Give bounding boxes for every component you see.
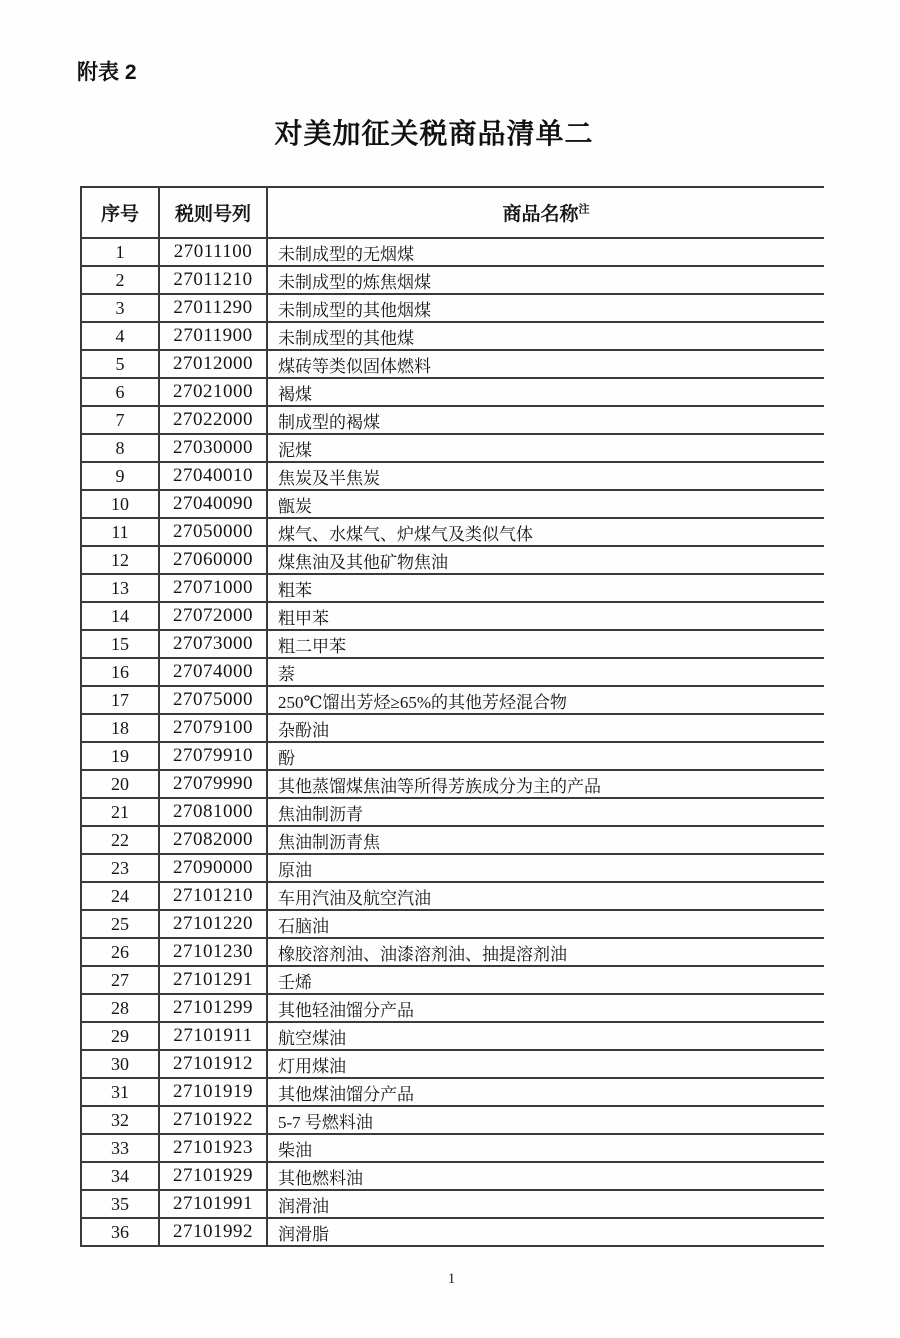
row-no: 12 (81, 546, 159, 574)
row-code: 27079990 (159, 770, 267, 798)
table-row (81, 378, 824, 406)
row-code: 27101929 (159, 1162, 267, 1190)
row-no: 9 (81, 462, 159, 490)
row-no: 15 (81, 630, 159, 658)
row-name: 车用汽油及航空汽油 (267, 882, 824, 910)
row-code: 27079100 (159, 714, 267, 742)
table-row (81, 686, 824, 714)
row-no: 13 (81, 574, 159, 602)
row-code: 27011900 (159, 322, 267, 350)
row-name: 制成型的褐煤 (267, 406, 824, 434)
table-header (81, 187, 824, 238)
table-row (81, 546, 824, 574)
row-no: 10 (81, 490, 159, 518)
row-no: 11 (81, 518, 159, 546)
table-row (81, 238, 824, 266)
row-code: 27050000 (159, 518, 267, 546)
table-row (81, 434, 824, 462)
row-name: 未制成型的其他煤 (267, 322, 824, 350)
row-name: 润滑油 (267, 1190, 824, 1218)
row-name: 粗苯 (267, 574, 824, 602)
row-no: 3 (81, 294, 159, 322)
row-name: 煤焦油及其他矿物焦油 (267, 546, 824, 574)
row-no: 26 (81, 938, 159, 966)
row-name: 泥煤 (267, 434, 824, 462)
row-no: 19 (81, 742, 159, 770)
table-row (81, 1050, 824, 1078)
table-row (81, 882, 824, 910)
row-name: 航空煤油 (267, 1022, 824, 1050)
row-name: 原油 (267, 854, 824, 882)
row-code: 27022000 (159, 406, 267, 434)
row-code: 27040090 (159, 490, 267, 518)
row-no: 20 (81, 770, 159, 798)
table-row (81, 630, 824, 658)
row-no: 4 (81, 322, 159, 350)
row-code: 27101210 (159, 882, 267, 910)
row-name: 石脑油 (267, 910, 824, 938)
table-row (81, 518, 824, 546)
row-code: 27060000 (159, 546, 267, 574)
row-name: 粗二甲苯 (267, 630, 824, 658)
row-name: 250℃馏出芳烃≥65%的其他芳烃混合物 (267, 686, 824, 714)
row-no: 25 (81, 910, 159, 938)
row-code: 27011100 (159, 238, 267, 266)
row-no: 7 (81, 406, 159, 434)
row-name: 未制成型的其他烟煤 (267, 294, 824, 322)
row-name: 煤砖等类似固体燃料 (267, 350, 824, 378)
row-no: 36 (81, 1218, 159, 1246)
row-name: 萘 (267, 658, 824, 686)
row-code: 27101291 (159, 966, 267, 994)
row-name: 其他轻油馏分产品 (267, 994, 824, 1022)
row-name: 杂酚油 (267, 714, 824, 742)
row-no: 22 (81, 826, 159, 854)
table-row (81, 322, 824, 350)
table-row (81, 826, 824, 854)
table-row (81, 742, 824, 770)
row-code: 27071000 (159, 574, 267, 602)
row-code: 27074000 (159, 658, 267, 686)
annex-label: 附表 2 (77, 61, 137, 84)
header-row (81, 187, 824, 238)
row-no: 29 (81, 1022, 159, 1050)
row-no: 27 (81, 966, 159, 994)
table-row (81, 294, 824, 322)
row-code: 27101299 (159, 994, 267, 1022)
table-row (81, 798, 824, 826)
row-name: 酚 (267, 742, 824, 770)
table-row (81, 1162, 824, 1190)
row-name: 柴油 (267, 1134, 824, 1162)
row-no: 5 (81, 350, 159, 378)
row-code: 27090000 (159, 854, 267, 882)
row-no: 35 (81, 1190, 159, 1218)
row-no: 23 (81, 854, 159, 882)
table-body (81, 238, 824, 1246)
row-name: 其他燃料油 (267, 1162, 824, 1190)
row-code: 27079910 (159, 742, 267, 770)
row-code: 27030000 (159, 434, 267, 462)
row-name: 其他蒸馏煤焦油等所得芳族成分为主的产品 (267, 770, 824, 798)
table-row (81, 770, 824, 798)
table-row (81, 1190, 824, 1218)
row-no: 14 (81, 602, 159, 630)
table-row (81, 966, 824, 994)
row-code: 27011210 (159, 266, 267, 294)
row-no: 18 (81, 714, 159, 742)
table-row (81, 602, 824, 630)
header-name-text: 商品名称 (502, 204, 579, 225)
table-row (81, 1022, 824, 1050)
row-code: 27101220 (159, 910, 267, 938)
row-code: 27101911 (159, 1022, 267, 1050)
table-row (81, 490, 824, 518)
row-no: 24 (81, 882, 159, 910)
table-row (81, 1134, 824, 1162)
table-row (81, 994, 824, 1022)
row-name: 其他煤油馏分产品 (267, 1078, 824, 1106)
header-no: 序号 (81, 187, 159, 238)
row-name: 褐煤 (267, 378, 824, 406)
row-name: 甑炭 (267, 490, 824, 518)
row-code: 27021000 (159, 378, 267, 406)
table-row (81, 1078, 824, 1106)
row-no: 16 (81, 658, 159, 686)
row-name: 焦油制沥青焦 (267, 826, 824, 854)
row-name: 润滑脂 (267, 1218, 824, 1246)
row-name: 5-7 号燃料油 (267, 1106, 824, 1134)
table-row (81, 574, 824, 602)
row-no: 28 (81, 994, 159, 1022)
row-code: 27081000 (159, 798, 267, 826)
row-no: 30 (81, 1050, 159, 1078)
row-code: 27075000 (159, 686, 267, 714)
page-number: 1 (447, 1271, 456, 1287)
table-row (81, 266, 824, 294)
row-name: 粗甲苯 (267, 602, 824, 630)
row-no: 34 (81, 1162, 159, 1190)
row-code: 27101230 (159, 938, 267, 966)
table-row (81, 854, 824, 882)
table-row (81, 658, 824, 686)
row-code: 27101992 (159, 1218, 267, 1246)
row-no: 1 (81, 238, 159, 266)
row-code: 27072000 (159, 602, 267, 630)
row-name: 焦油制沥青 (267, 798, 824, 826)
page-title: 对美加征关税商品清单二 (274, 118, 594, 149)
table-row (81, 938, 824, 966)
row-code: 27082000 (159, 826, 267, 854)
row-name: 焦炭及半焦炭 (267, 462, 824, 490)
table-row (81, 350, 824, 378)
tariff-table (80, 186, 824, 1247)
header-code: 税则号列 (159, 187, 267, 238)
table-row (81, 462, 824, 490)
row-name: 未制成型的无烟煤 (267, 238, 824, 266)
row-no: 33 (81, 1134, 159, 1162)
row-no: 31 (81, 1078, 159, 1106)
row-code: 27101922 (159, 1106, 267, 1134)
row-no: 21 (81, 798, 159, 826)
table-row (81, 1218, 824, 1246)
row-no: 6 (81, 378, 159, 406)
row-name: 灯用煤油 (267, 1050, 824, 1078)
row-no: 17 (81, 686, 159, 714)
row-no: 32 (81, 1106, 159, 1134)
table-row (81, 1106, 824, 1134)
table-row (81, 406, 824, 434)
table-row (81, 910, 824, 938)
row-name: 橡胶溶剂油、油漆溶剂油、抽提溶剂油 (267, 938, 824, 966)
row-name: 未制成型的炼焦烟煤 (267, 266, 824, 294)
row-name: 壬烯 (267, 966, 824, 994)
row-code: 27011290 (159, 294, 267, 322)
table-row (81, 714, 824, 742)
header-name-note: 注 (578, 203, 590, 216)
row-code: 27101991 (159, 1190, 267, 1218)
row-code: 27073000 (159, 630, 267, 658)
row-code: 27101923 (159, 1134, 267, 1162)
row-code: 27101912 (159, 1050, 267, 1078)
row-code: 27012000 (159, 350, 267, 378)
row-no: 8 (81, 434, 159, 462)
row-no: 2 (81, 266, 159, 294)
row-code: 27101919 (159, 1078, 267, 1106)
row-name: 煤气、水煤气、炉煤气及类似气体 (267, 518, 824, 546)
header-name (267, 187, 824, 238)
row-code: 27040010 (159, 462, 267, 490)
